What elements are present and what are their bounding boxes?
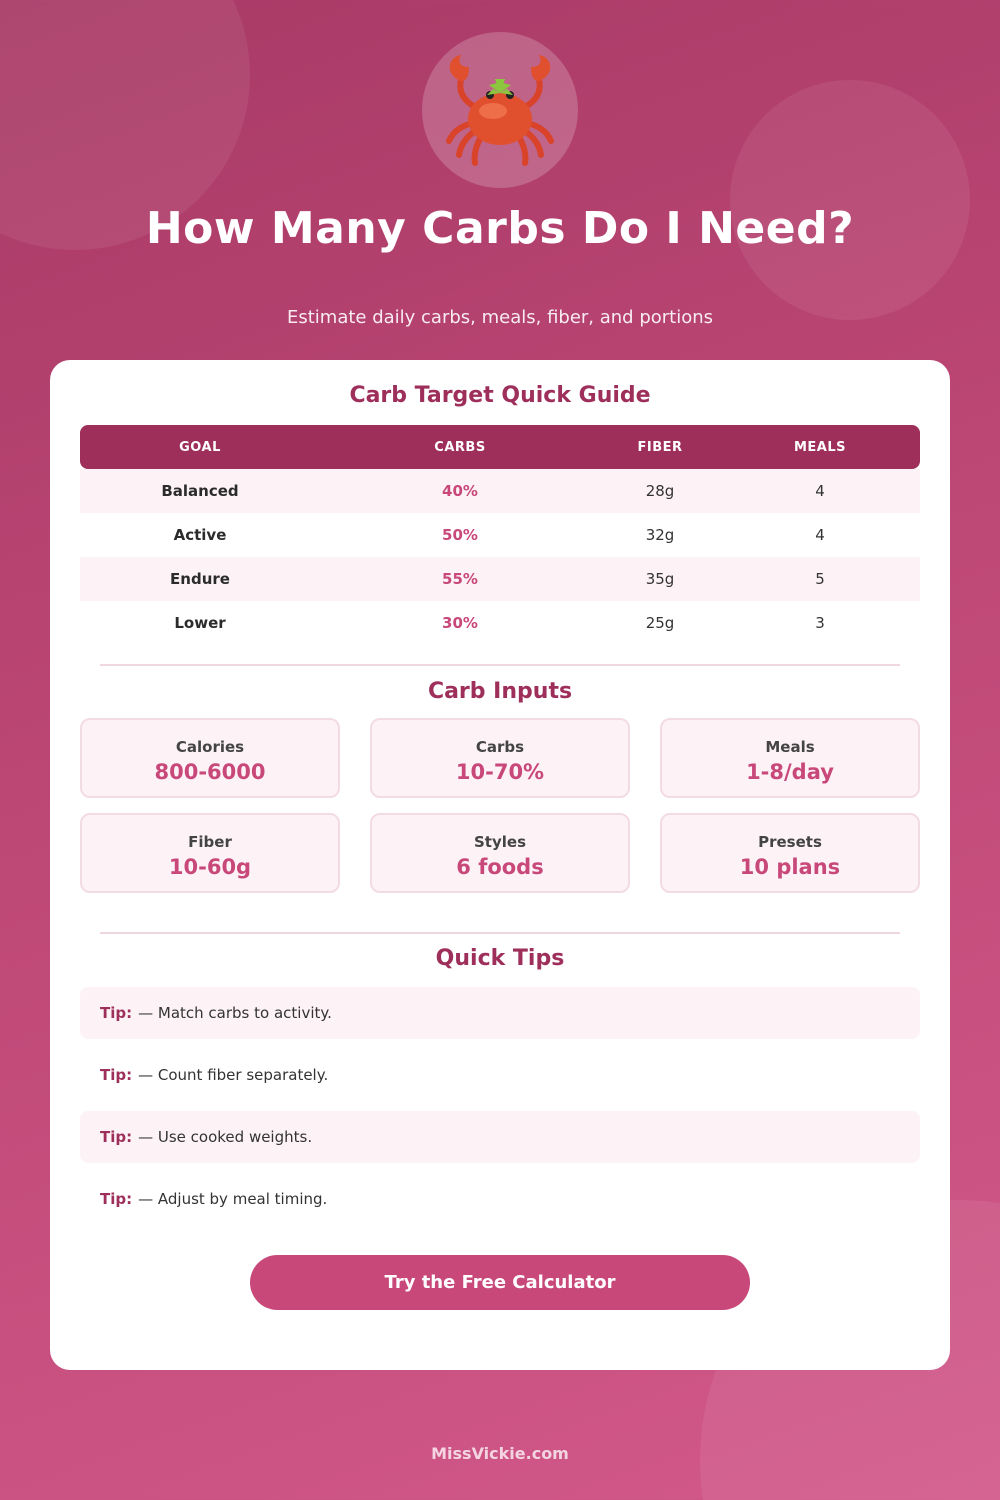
- main-card: [50, 360, 950, 1370]
- inputs-title: Carb Inputs: [427, 679, 573, 704]
- tile-label: Calories: [175, 738, 245, 756]
- cell-fiber: 32g: [645, 526, 675, 544]
- input-tile-styles: [370, 813, 630, 893]
- table-row: [80, 469, 920, 513]
- cell-goal: Lower: [174, 614, 226, 632]
- tile-value: 6 foods: [456, 855, 544, 879]
- section-divider: [100, 664, 900, 666]
- cell-carbs: 30%: [442, 614, 478, 632]
- column-header-goal: GOAL: [179, 439, 221, 455]
- tips-title: Quick Tips: [435, 946, 565, 971]
- tip-item: [80, 1049, 920, 1101]
- tile-label: Styles: [474, 833, 526, 851]
- table-row: [80, 557, 920, 601]
- cell-meals: 4: [815, 482, 825, 500]
- tip-text: — Count fiber separately.: [138, 1066, 329, 1084]
- background-bubble: [730, 80, 970, 320]
- cell-goal: Balanced: [161, 482, 239, 500]
- cell-carbs: 50%: [442, 526, 478, 544]
- tip-item: [80, 1111, 920, 1163]
- tile-label: Meals: [765, 738, 815, 756]
- tile-value: 1-8/day: [746, 760, 834, 784]
- tip-item: [80, 1173, 920, 1225]
- tip-label: Tip:: [100, 1004, 133, 1022]
- carb-guide-table: [80, 425, 920, 645]
- tile-value: 10 plans: [739, 855, 841, 879]
- cell-meals: 5: [815, 570, 825, 588]
- tile-label: Presets: [758, 833, 822, 851]
- cell-goal: Active: [173, 526, 227, 544]
- tip-label: Tip:: [100, 1128, 133, 1146]
- tip-label: Tip:: [100, 1190, 133, 1208]
- tile-value: 10-70%: [455, 760, 545, 784]
- page-subtitle: Estimate daily carbs, meals, fiber, and portions: [286, 307, 714, 328]
- cell-meals: 3: [815, 614, 825, 632]
- input-tile-meals: [660, 718, 920, 798]
- cell-fiber: 25g: [645, 614, 675, 632]
- crab-tomato-icon: [435, 45, 565, 175]
- input-tile-fiber: [80, 813, 340, 893]
- cell-fiber: 35g: [645, 570, 675, 588]
- input-tile-carbs: [370, 718, 630, 798]
- tip-text: — Match carbs to activity.: [138, 1004, 332, 1022]
- cell-carbs: 40%: [442, 482, 478, 500]
- cell-fiber: 28g: [645, 482, 675, 500]
- tile-value: 10-60g: [168, 855, 252, 879]
- try-calculator-button[interactable]: Try the Free Calculator: [250, 1255, 750, 1310]
- section-divider: [100, 932, 900, 934]
- tile-label: Carbs: [475, 738, 525, 756]
- tip-text: — Use cooked weights.: [138, 1128, 313, 1146]
- footer-site-name[interactable]: MissVickie.com: [431, 1444, 569, 1463]
- table-header: [80, 425, 920, 469]
- cell-goal: Endure: [170, 570, 230, 588]
- tile-label: Fiber: [188, 833, 232, 851]
- column-header-meals: MEALS: [793, 439, 847, 455]
- table-row: [80, 601, 920, 645]
- guide-title: Carb Target Quick Guide: [349, 383, 651, 408]
- column-header-carbs: CARBS: [434, 439, 486, 455]
- table-row: [80, 513, 920, 557]
- logo: [422, 32, 578, 188]
- tip-item: [80, 987, 920, 1039]
- tip-text: — Adjust by meal timing.: [138, 1190, 328, 1208]
- input-tile-calories: [80, 718, 340, 798]
- column-header-fiber: FIBER: [637, 439, 683, 455]
- cell-meals: 4: [815, 526, 825, 544]
- cell-carbs: 55%: [442, 570, 478, 588]
- input-tile-presets: [660, 813, 920, 893]
- tile-value: 800-6000: [154, 760, 266, 784]
- tip-label: Tip:: [100, 1066, 133, 1084]
- page-title: How Many Carbs Do I Need?: [145, 203, 855, 254]
